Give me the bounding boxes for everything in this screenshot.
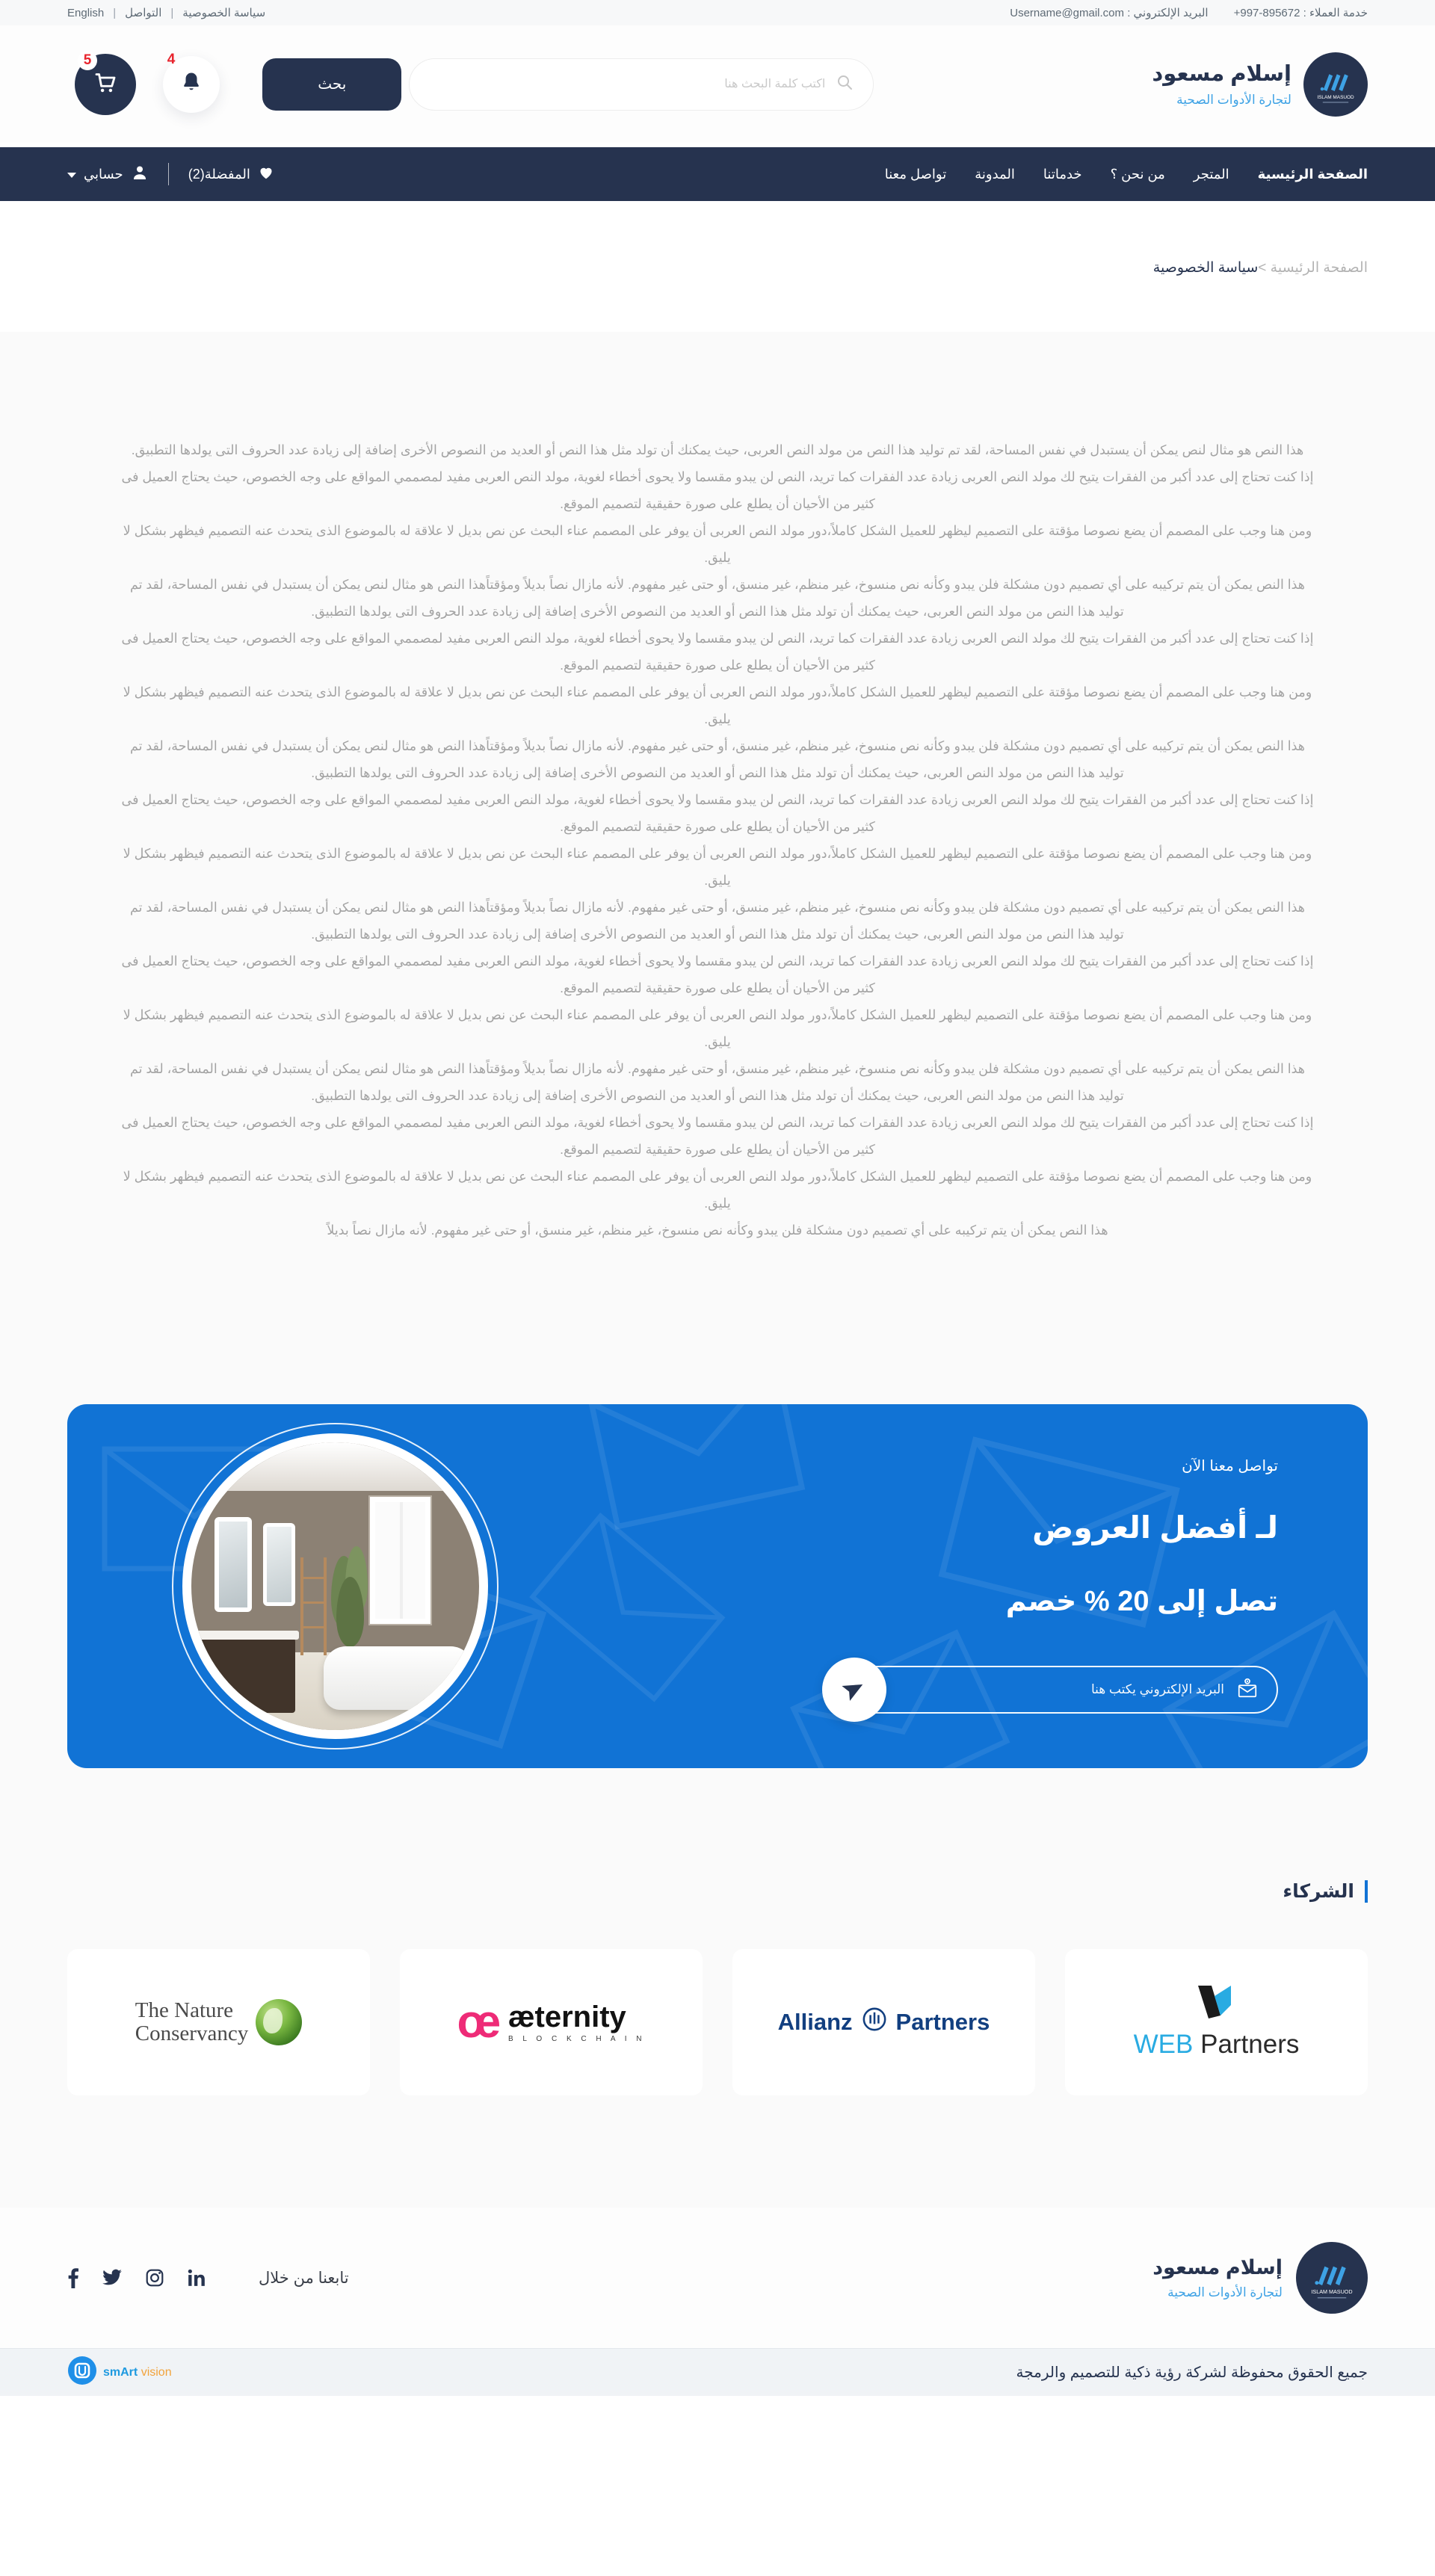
customer-service-phone: خدمة العملاء : +997-895672 bbox=[1233, 7, 1368, 19]
svg-text:ISLAM MASUOD: ISLAM MASUOD bbox=[1317, 94, 1354, 100]
nav-item-contact[interactable]: تواصل معنا bbox=[884, 166, 947, 182]
nav-item-store[interactable]: المتجر bbox=[1193, 166, 1229, 182]
nav-links bbox=[885, 167, 1368, 182]
send-plane-icon bbox=[842, 1676, 867, 1704]
notifications-count-badge: 4 bbox=[167, 51, 176, 67]
main-nav bbox=[0, 147, 1435, 201]
breadcrumb-current: سياسة الخصوصية bbox=[1152, 260, 1259, 276]
social-links bbox=[67, 2267, 206, 2288]
footer-follow bbox=[67, 2267, 349, 2288]
policy-paragraph: إذا كنت تحتاج إلى عدد أكبر من الفقرات يتيح لك مولد النص العربى زيادة عدد الفقرات كما تريد، النص لن يبدو مقسما ولا يحوى أخطاء لغوية، مولد النص العربى مفيد لمصممي المواقع على وجه الخصوص، حيث يحتاج العميل فى كثير من الأحيان أن يطلع على صورة حقيقية لتصميم الموقع. bbox=[121, 954, 1314, 995]
brand[interactable] bbox=[1152, 52, 1368, 117]
policy-paragraph: هذا النص يمكن أن يتم تركيبه على أي تصميم دون مشكلة فلن يبدو وكأنه نص منسوخ، غير منظم، غير منسق، أو حتى غير مفهوم. لأنه مازال نصاً بديلاً ومؤقتاًهذا النص هو مثال لنص يمكن أن يستبدل في نفس المساحة، لقد تم توليد هذا النص من مولد النص العربى، حيث يمكنك أن تولد مثل هذا النص أو العديد من النصوص الأخرى إضافة إلى زيادة عدد الحروف التى يولدها التطبيق. bbox=[129, 738, 1306, 780]
nav-item-blog[interactable]: المدونة bbox=[975, 166, 1015, 182]
contact-email: البريد الإلكتروني : Username@gmail.com bbox=[1010, 7, 1209, 19]
policy-paragraph: إذا كنت تحتاج إلى عدد أكبر من الفقرات يتيح لك مولد النص العربى زيادة عدد الفقرات كما تريد، النص لن يبدو مقسما ولا يحوى أخطاء لغوية، مولد النص العربى مفيد لمصممي المواقع على وجه الخصوص، حيث يحتاج العميل فى كثير من الأحيان أن يطلع على صورة حقيقية لتصميم الموقع. bbox=[121, 1115, 1314, 1157]
topbar-link-contact[interactable]: التواصل bbox=[125, 7, 162, 19]
developer-credit[interactable]: smArt vision bbox=[67, 2356, 172, 2389]
envelope-at-icon bbox=[1236, 1677, 1259, 1703]
search-icon bbox=[836, 73, 854, 95]
banner-kicker: تواصل معنا الآن bbox=[1182, 1458, 1278, 1474]
linkedin-icon[interactable] bbox=[187, 2268, 206, 2288]
breadcrumb-band bbox=[0, 201, 1435, 332]
site-header bbox=[0, 25, 1435, 143]
brand-title: إسلام مسعود bbox=[1152, 62, 1292, 87]
bathroom-photo bbox=[182, 1433, 488, 1739]
globe-icon bbox=[256, 1999, 302, 2045]
svg-text:ISLAM MASUOD: ISLAM MASUOD bbox=[1311, 2288, 1353, 2296]
topbar-links bbox=[67, 6, 265, 19]
topbar-link-privacy[interactable]: سياسة الخصوصية bbox=[182, 7, 266, 19]
policy-paragraph: هذا النص يمكن أن يتم تركيبه على أي تصميم دون مشكلة فلن يبدو وكأنه نص منسوخ، غير منظم، غير منسق، أو حتى غير مفهوم. لأنه مازال نصاً بديلاً bbox=[327, 1223, 1108, 1238]
breadcrumb bbox=[67, 259, 1368, 277]
policy-paragraph: إذا كنت تحتاج إلى عدد أكبر من الفقرات يتيح لك مولد النص العربى زيادة عدد الفقرات كما تريد، النص لن يبدو مقسما ولا يحوى أخطاء لغوية، مولد النص العربى مفيد لمصممي المواقع على وجه الخصوص، حيث يحتاج العميل فى كثير من الأحيان أن يطلع على صورة حقيقية لتصميم الموقع. bbox=[121, 792, 1314, 834]
nav-item-about[interactable]: من نحن ؟ bbox=[1110, 166, 1165, 182]
account-menu[interactable]: حسابي bbox=[67, 164, 149, 185]
main-content bbox=[0, 332, 1435, 2208]
aeternity-logo: œ æternity B L O C K C H A I N bbox=[457, 1996, 646, 2048]
policy-paragraph: إذا كنت تحتاج إلى عدد أكبر من الفقرات يتيح لك مولد النص العربى زيادة عدد الفقرات كما تريد، النص لن يبدو مقسما ولا يحوى أخطاء لغوية، مولد النص العربى مفيد لمصممي المواقع على وجه الخصوص، حيث يحتاج العميل فى كثير من الأحيان أن يطلع على صورة حقيقية لتصميم الموقع. bbox=[121, 469, 1314, 511]
footer-logo-icon bbox=[1296, 2242, 1368, 2314]
search-box bbox=[409, 58, 874, 111]
newsletter-email-input[interactable] bbox=[904, 1681, 1226, 1698]
breadcrumb-separator: > bbox=[1258, 260, 1267, 276]
brand-subtitle: لتجارة الأدوات الصحية bbox=[1176, 92, 1292, 107]
policy-paragraph: ومن هنا وجب على المصمم أن يضع نصوصا مؤقتة على التصميم ليظهر للعميل الشكل كاملاً،دور مولد النص العربى أن يوفر على المصمم عناء البحث عن نص بديل لا علاقة له بالموضوع الذى يتحدث عنه التصميم فيظهر بشكل لا يليق. bbox=[123, 1007, 1312, 1049]
instagram-icon[interactable] bbox=[145, 2268, 164, 2288]
nav-divider bbox=[168, 163, 169, 185]
partner-card-aeternity[interactable] bbox=[400, 1949, 703, 2095]
brand-logo-icon bbox=[1303, 52, 1368, 117]
topbar-separator: | bbox=[170, 6, 174, 19]
smart-vision-logo-icon bbox=[67, 2356, 97, 2389]
nav-item-home[interactable]: الصفحة الرئيسية bbox=[1257, 166, 1368, 182]
facebook-icon[interactable] bbox=[67, 2267, 79, 2288]
bottom-bar bbox=[0, 2348, 1435, 2396]
allianz-logo: Allianz Partners bbox=[778, 2007, 990, 2038]
allianz-emblem-icon bbox=[862, 2007, 887, 2038]
web-partners-logo: WEB Partners bbox=[1134, 1986, 1300, 2060]
notifications-button[interactable] bbox=[163, 51, 220, 113]
header-icons bbox=[75, 51, 220, 115]
newsletter-send-button[interactable] bbox=[822, 1658, 886, 1722]
policy-paragraph: هذا النص يمكن أن يتم تركيبه على أي تصميم دون مشكلة فلن يبدو وكأنه نص منسوخ، غير منظم، غير منسق، أو حتى غير مفهوم. لأنه مازال نصاً بديلاً ومؤقتاًهذا النص هو مثال لنص يمكن أن يستبدل في نفس المساحة، لقد تم توليد هذا النص من مولد النص العربى، حيث يمكنك أن تولد مثل هذا النص أو العديد من النصوص الأخرى إضافة إلى زيادة عدد الحروف التى يولدها التطبيق. bbox=[129, 1061, 1306, 1103]
topbar bbox=[0, 0, 1435, 25]
follow-label: تابعنا من خلال bbox=[259, 2269, 349, 2287]
footer-brand-subtitle: لتجارة الأدوات الصحية bbox=[1167, 2285, 1283, 2299]
cart-button[interactable] bbox=[75, 54, 136, 115]
favorites-link[interactable]: المفضلة(2) bbox=[188, 164, 274, 185]
aeternity-symbol-icon: œ bbox=[457, 1996, 498, 2048]
twitter-icon[interactable] bbox=[102, 2269, 123, 2287]
topbar-separator: | bbox=[113, 6, 117, 19]
search-button[interactable]: بحث bbox=[262, 58, 401, 111]
cart-count-badge: 5 bbox=[78, 51, 97, 70]
policy-paragraph: هذا النص هو مثال لنص يمكن أن يستبدل في نفس المساحة، لقد تم توليد هذا النص من مولد النص العربى، حيث يمكنك أن تولد مثل هذا النص أو العديد من النصوص الأخرى إضافة إلى زيادة عدد الحروف التى يولدها التطبيق. bbox=[131, 442, 1304, 457]
footer bbox=[0, 2208, 1435, 2348]
policy-paragraph: ومن هنا وجب على المصمم أن يضع نصوصا مؤقتة على التصميم ليظهر للعميل الشكل كاملاً،دور مولد النص العربى أن يوفر على المصمم عناء البحث عن نص بديل لا علاقة له بالموضوع الذى يتحدث عنه التصميم فيظهر بشكل لا يليق. bbox=[123, 846, 1312, 888]
nav-user-area bbox=[67, 163, 274, 185]
policy-paragraph: ومن هنا وجب على المصمم أن يضع نصوصا مؤقتة على التصميم ليظهر للعميل الشكل كاملاً،دور مولد النص العربى أن يوفر على المصمم عناء البحث عن نص بديل لا علاقة له بالموضوع الذى يتحدث عنه التصميم فيظهر بشكل لا يليق. bbox=[123, 523, 1312, 565]
policy-text bbox=[120, 332, 1315, 1244]
policy-paragraph: ومن هنا وجب على المصمم أن يضع نصوصا مؤقتة على التصميم ليظهر للعميل الشكل كاملاً،دور مولد النص العربى أن يوفر على المصمم عناء البحث عن نص بديل لا علاقة له بالموضوع الذى يتحدث عنه التصميم فيظهر بشكل لا يليق. bbox=[123, 1169, 1312, 1211]
cta-banner bbox=[67, 1404, 1368, 1768]
nature-conservancy-logo: The Nature Conservancy bbox=[135, 1999, 302, 2046]
partners-heading: الشركاء bbox=[67, 1880, 1368, 1903]
banner-title: لـ أفضل العروض bbox=[1032, 1510, 1278, 1545]
footer-brand[interactable] bbox=[1152, 2242, 1368, 2314]
chevron-down-icon bbox=[67, 173, 76, 178]
footer-brand-title: إسلام مسعود bbox=[1152, 2256, 1283, 2279]
search-input[interactable] bbox=[429, 77, 827, 92]
partner-card-nature-conservancy[interactable] bbox=[67, 1949, 370, 2095]
bell-icon bbox=[180, 71, 203, 97]
heart-icon bbox=[258, 164, 274, 185]
banner-photo bbox=[172, 1423, 499, 1749]
banner-subtitle: تصل إلى 20 % خصم bbox=[1005, 1586, 1278, 1617]
policy-paragraph: هذا النص يمكن أن يتم تركيبه على أي تصميم دون مشكلة فلن يبدو وكأنه نص منسوخ، غير منظم، غير منسق، أو حتى غير مفهوم. لأنه مازال نصاً بديلاً ومؤقتاًهذا النص هو مثال لنص يمكن أن يستبدل في نفس المساحة، لقد تم توليد هذا النص من مولد النص العربى، حيث يمكنك أن تولد مثل هذا النص أو العديد من النصوص الأخرى إضافة إلى زيادة عدد الحروف التى يولدها التطبيق. bbox=[129, 577, 1306, 619]
newsletter-form bbox=[825, 1666, 1278, 1714]
topbar-link-english[interactable]: English bbox=[67, 6, 105, 19]
cart-icon bbox=[92, 69, 119, 99]
nav-item-services[interactable]: خدماتنا bbox=[1043, 166, 1082, 182]
partners-section bbox=[67, 1880, 1368, 2095]
user-icon bbox=[131, 164, 149, 185]
partner-card-web-partners[interactable] bbox=[1065, 1949, 1368, 2095]
partners-row bbox=[67, 1949, 1368, 2095]
partner-card-allianz[interactable] bbox=[732, 1949, 1035, 2095]
copyright-text: جميع الحقوق محفوظة لشركة رؤية ذكية للتصميم والرمجة bbox=[1016, 2365, 1368, 2381]
policy-paragraph: هذا النص يمكن أن يتم تركيبه على أي تصميم دون مشكلة فلن يبدو وكأنه نص منسوخ، غير منظم، غير منسق، أو حتى غير مفهوم. لأنه مازال نصاً بديلاً ومؤقتاًهذا النص هو مثال لنص يمكن أن يستبدل في نفس المساحة، لقد تم توليد هذا النص من مولد النص العربى، حيث يمكنك أن تولد مثل هذا النص أو العديد من النصوص الأخرى إضافة إلى زيادة عدد الحروف التى يولدها التطبيق. bbox=[129, 900, 1306, 942]
web-partners-mark-icon bbox=[1194, 1986, 1240, 2022]
topbar-contact bbox=[1010, 6, 1368, 19]
policy-paragraph: إذا كنت تحتاج إلى عدد أكبر من الفقرات يتيح لك مولد النص العربى زيادة عدد الفقرات كما تريد، النص لن يبدو مقسما ولا يحوى أخطاء لغوية، مولد النص العربى مفيد لمصممي المواقع على وجه الخصوص، حيث يحتاج العميل فى كثير من الأحيان أن يطلع على صورة حقيقية لتصميم الموقع. bbox=[121, 631, 1314, 673]
breadcrumb-home[interactable]: الصفحة الرئيسية bbox=[1270, 260, 1368, 276]
search-bar bbox=[262, 58, 874, 111]
policy-paragraph: ومن هنا وجب على المصمم أن يضع نصوصا مؤقتة على التصميم ليظهر للعميل الشكل كاملاً،دور مولد النص العربى أن يوفر على المصمم عناء البحث عن نص بديل لا علاقة له بالموضوع الذى يتحدث عنه التصميم فيظهر بشكل لا يليق. bbox=[123, 685, 1312, 726]
